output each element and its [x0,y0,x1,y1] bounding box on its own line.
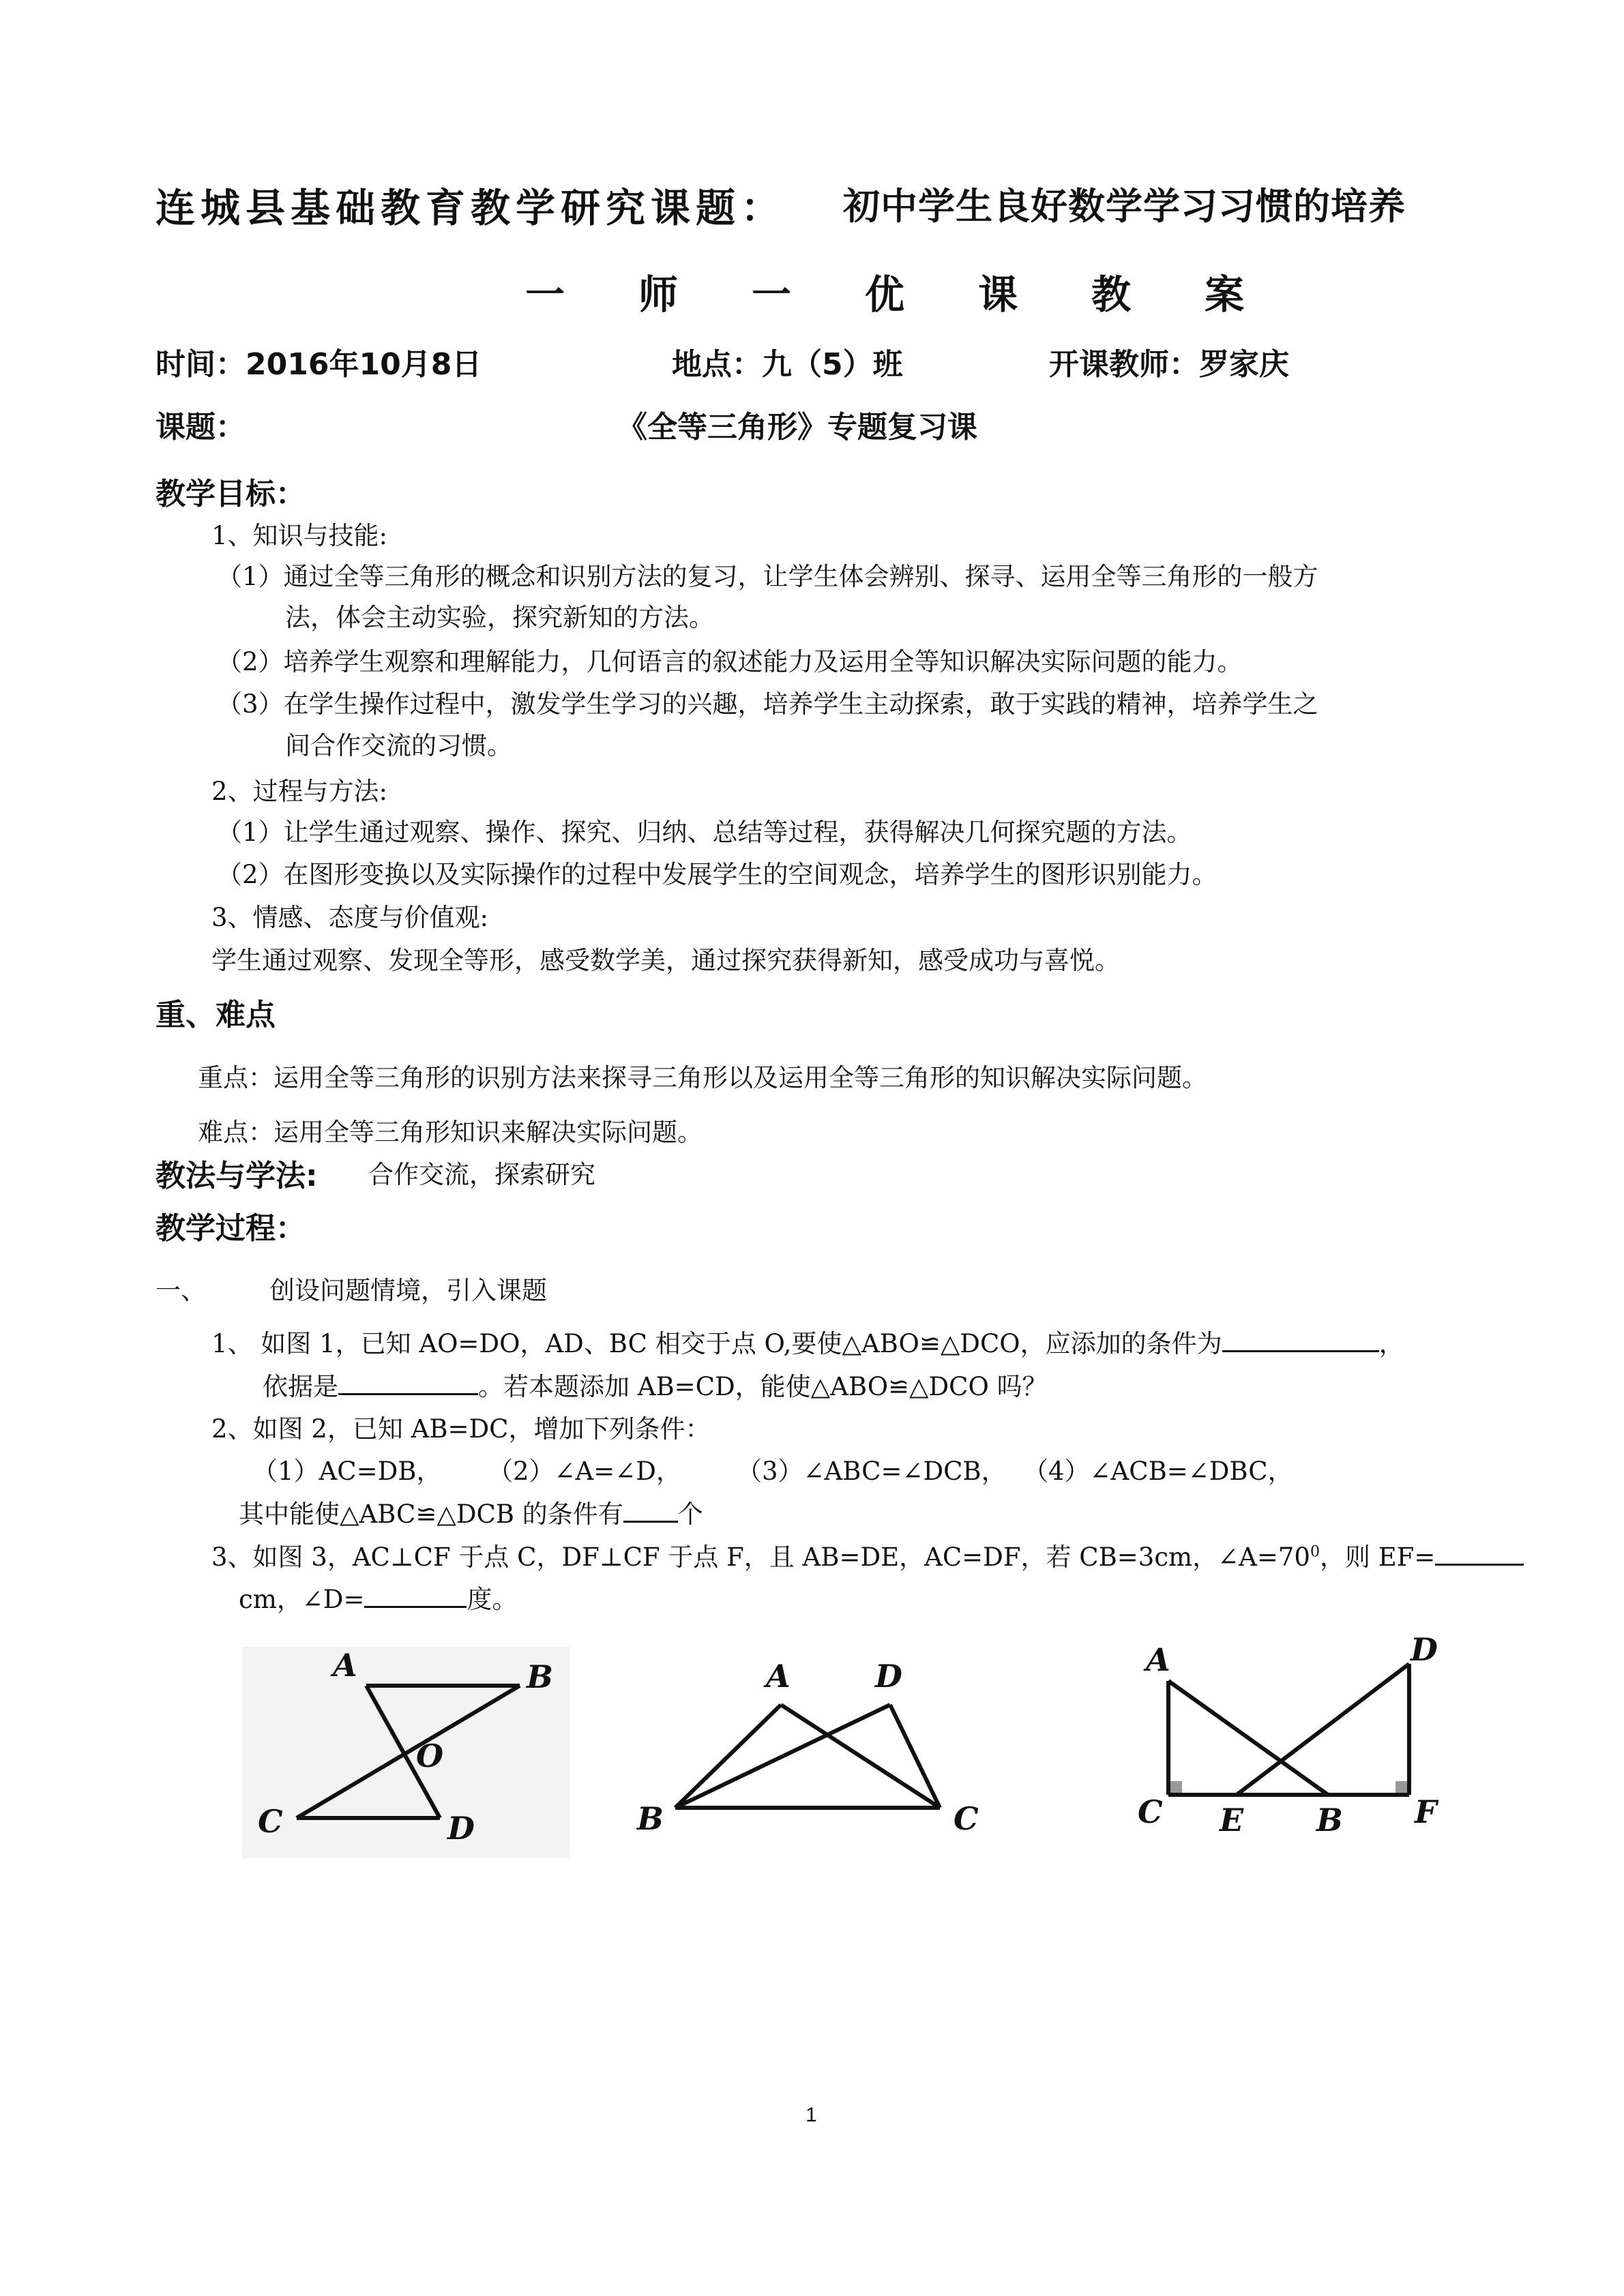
segment-AB [1168,1681,1328,1795]
method-text: 合作交流，探索研究 [368,1160,595,1189]
part-title: 创设问题情境，引入课题 [269,1276,547,1305]
part-number: 一、 [156,1276,206,1305]
figure-1-label-a: A [333,1647,357,1684]
process-heading: 教学过程： [156,1211,306,1246]
goals-item: （2）在图形变换以及实际操作的过程中发展学生的空间观念，培养学生的图形识别能力。 [217,860,1217,889]
figure-3-label-a: A [1146,1641,1170,1678]
segment-DE [1237,1664,1409,1795]
question-text: cm，∠D= [239,1585,365,1614]
goals-item-cont: 法，体会主动实验，探究新知的方法。 [285,603,714,632]
question-text: ， [1378,1329,1404,1358]
subtitle-char: 案 [1205,271,1245,318]
question-3-cont [239,1579,517,1615]
page-subtitle [525,263,1244,320]
figure-1-label-b: B [527,1658,553,1695]
figure-2-label-b: B [637,1800,664,1837]
method-label: 教法与学法: [156,1159,318,1193]
keypoint-text: 重点：运用全等三角形的识别方法来探寻三角形以及运用全等三角形的知识解决实际问题。 [198,1063,1207,1092]
difficulty-text: 难点：运用全等三角形知识来解决实际问题。 [198,1118,703,1147]
subtitle-char: 师 [638,271,679,318]
figure-2-label-c: C [954,1800,979,1837]
figure-3 [1125,1633,1466,1858]
question-3 [211,1536,1524,1573]
figure-2-label-d: D [875,1658,902,1695]
goals-item: （1）通过全等三角形的概念和识别方法的复习，让学生体会辨别、探寻、运用全等三角形的一般方 [217,562,1318,591]
question-2-condition: （2）∠A=∠D， [488,1457,681,1486]
goals-item: （2）培养学生观察和理解能力，几何语言的叙述能力及运用全等知识解决实际问题的能力。 [217,647,1243,676]
question-text: 3、如图 3，AC⊥CF 于点 C，DF⊥CF 于点 F，且 AB=DE，AC=DF，若 CB=3cm，∠A=70 [211,1542,1310,1572]
goals-item-cont: 间合作交流的习惯。 [285,731,512,760]
title-left: 连城县基础教育教学研究课题： [156,185,786,231]
question-text: 其中能使△ABC≌△DCB 的条件有 [239,1500,623,1529]
question-1-cont [263,1366,1048,1403]
subtitle-char: 一 [525,271,565,318]
subtitle-char: 一 [752,271,792,318]
question-text: 1、 如图 1，已知 AO=DO，AD、BC 相交于点 O,要使△ABO≌△DCO，应添加的条件为 [211,1329,1222,1358]
title-right: 初中学生良好数学学习习惯的培养 [843,185,1406,228]
answer-blank [1435,1564,1524,1566]
figure-1-label-c: C [258,1803,283,1840]
lesson-time: 时间：2016年10月8日 [156,347,482,382]
goals-section-3: 3、情感、态度与价值观: [211,903,489,932]
goals-heading: 教学目标： [156,477,306,511]
question-text: 个 [677,1500,703,1529]
topic-label: 课题： [156,410,246,445]
lesson-location: 地点：九（5）班 [672,347,903,382]
question-text: ，则 EF= [1319,1542,1436,1572]
figure-3-label-f: F [1415,1793,1437,1830]
subtitle-char: 课 [978,271,1018,318]
figure-3-label-b: B [1316,1802,1343,1838]
figure-1-label-o: O [416,1738,444,1774]
figure-2 [628,1647,989,1851]
keypoints-heading: 重、难点 [156,998,276,1032]
figure-2-label-a: A [766,1658,791,1695]
question-2-condition: （4）∠ACB=∠DBC， [1023,1457,1293,1486]
figure-3-label-d: D [1411,1633,1438,1668]
figure-3-label-c: C [1138,1793,1163,1830]
question-1 [211,1323,1404,1360]
question-text: 。若本题添加 AB=CD，能使△ABO≌△DCO 吗？ [478,1372,1048,1401]
answer-blank [338,1393,478,1395]
goals-section-1: 1、知识与技能: [211,521,388,550]
question-2: 2、如图 2，已知 AB=DC，增加下列条件： [211,1414,711,1444]
question-text: 依据是 [263,1372,338,1401]
answer-blank [364,1606,467,1608]
question-text: 度。 [467,1585,518,1614]
question-2-condition: （1）AC=DB， [252,1457,442,1486]
goals-section-2: 2、过程与方法: [211,777,388,806]
goals-item: （3）在学生操作过程中，激发学生学习的兴趣，培养学生主动探索，敢于实践的精神，培养学生之 [217,689,1318,719]
degree-superscript: 0 [1310,1543,1320,1561]
answer-blank [1222,1350,1379,1352]
segment-BA [675,1705,781,1808]
question-2-condition: （3）∠ABC=∠DCB， [737,1457,1007,1486]
lesson-teacher: 开课教师：罗家庆 [1049,347,1289,382]
page-number: 1 [806,2104,817,2126]
goals-item: （1）让学生通过观察、操作、探究、归纳、总结等过程，获得解决几何探究题的方法。 [217,818,1192,847]
subtitle-char: 优 [865,271,905,318]
figure-1-label-d: D [447,1810,475,1847]
answer-blank [623,1521,678,1523]
figure-1 [239,1633,573,1865]
subtitle-char: 教 [1091,271,1132,318]
goals-text: 学生通过观察、发现全等形，感受数学美，通过探究获得新知，感受成功与喜悦。 [211,946,1120,975]
question-2-cont [239,1493,703,1530]
topic-title: 《全等三角形》专题复习课 [617,410,977,445]
figure-3-label-e: E [1220,1802,1244,1838]
